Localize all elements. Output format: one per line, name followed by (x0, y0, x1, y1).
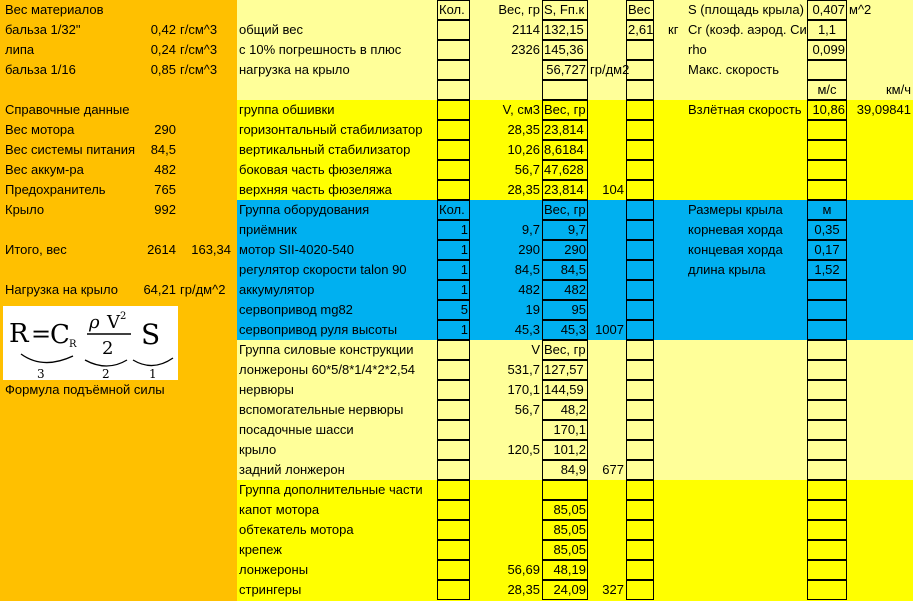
cell[interactable]: липа (5, 42, 35, 57)
cell[interactable]: 23,814 (544, 182, 584, 197)
cell[interactable]: верхняя часть фюзеляжа (239, 182, 392, 197)
cell-border[interactable] (626, 520, 654, 540)
cell[interactable]: бальза 1/32" (5, 22, 81, 37)
cell[interactable]: 9,7 (521, 222, 540, 237)
brace-label-3: 3 (37, 367, 45, 380)
cell[interactable]: концевая хорда (688, 242, 783, 257)
cell[interactable]: горизонтальный стабилизатор (239, 122, 423, 137)
cell[interactable]: Формула подъёмной силы (5, 382, 165, 397)
formula-s: S (141, 318, 161, 351)
cell[interactable]: 23,814 (544, 122, 584, 137)
cell-border[interactable] (437, 480, 470, 500)
cell[interactable]: Кол. (439, 2, 465, 17)
cell-border[interactable] (626, 380, 654, 400)
cell-border[interactable] (807, 280, 847, 300)
cell[interactable]: 2614 (147, 242, 176, 257)
cell-border[interactable] (626, 160, 654, 180)
cell[interactable]: боковая часть фюзеляжа (239, 162, 392, 177)
cell-border[interactable] (626, 260, 654, 280)
cell[interactable]: 145,36 (544, 42, 584, 57)
cell[interactable]: гр/дм^2 (180, 282, 226, 297)
cell-border[interactable] (437, 360, 470, 380)
cell-border[interactable] (626, 320, 654, 340)
cell[interactable]: 47,628 (544, 162, 584, 177)
cell-border[interactable] (626, 480, 654, 500)
cell[interactable]: 290 (518, 242, 540, 257)
cell-border[interactable] (807, 320, 847, 340)
cell-border[interactable] (807, 400, 847, 420)
lift-formula-image (3, 306, 178, 380)
cell[interactable]: 0,17 (814, 242, 840, 257)
cell[interactable]: V, см3 (502, 102, 540, 117)
cell-border[interactable] (437, 340, 470, 360)
cell[interactable]: 45,3 (514, 322, 540, 337)
cell-border[interactable] (542, 80, 588, 100)
cell[interactable]: 10,86 (812, 102, 845, 117)
cell[interactable]: Нагрузка на крыло (5, 282, 118, 297)
orange-column-background (0, 0, 237, 601)
cell[interactable]: S, Fп.к (544, 2, 585, 17)
cell-border[interactable] (626, 180, 654, 200)
cell[interactable]: 85,05 (553, 522, 586, 537)
cell[interactable]: Вес системы питания (5, 142, 136, 157)
cell-border[interactable] (437, 40, 470, 60)
cell-border[interactable] (626, 120, 654, 140)
cell[interactable]: 2326 (511, 42, 540, 57)
cell-border[interactable] (626, 140, 654, 160)
cell[interactable]: 84,5 (150, 142, 176, 157)
cell-border[interactable] (626, 400, 654, 420)
formula-c-subscript: R (69, 339, 77, 350)
cell[interactable]: вспомогательные нервюры (239, 402, 404, 417)
cell[interactable]: 45,3 (560, 322, 586, 337)
cell-border[interactable] (626, 220, 654, 240)
cell[interactable]: Вес материалов (5, 2, 104, 17)
cell[interactable]: 1 (460, 242, 468, 257)
cell[interactable]: Вес, гр (498, 2, 540, 17)
cell-border[interactable] (437, 380, 470, 400)
cell[interactable]: гр/дм2 (590, 62, 630, 77)
cell[interactable]: Группа силовые конструкции (239, 342, 414, 357)
cell[interactable]: группа обшивки (239, 102, 335, 117)
cell[interactable]: Макс. скорость (688, 62, 780, 77)
cell-border[interactable] (437, 540, 470, 560)
cell[interactable]: 1 (460, 262, 468, 277)
cell[interactable]: сервопривод руля высоты (239, 322, 398, 337)
cell[interactable]: 28,35 (507, 582, 540, 597)
cell-border[interactable] (437, 140, 470, 160)
cell[interactable]: 120,5 (507, 442, 540, 457)
cell-border[interactable] (807, 500, 847, 520)
brace-label-1: 1 (149, 367, 157, 380)
formula-r: R (9, 319, 29, 349)
cell[interactable]: 132,15 (544, 22, 584, 37)
brace-1 (21, 354, 73, 363)
cell[interactable]: кг (668, 22, 679, 37)
cell[interactable]: мотор SII-4020-540 (239, 242, 354, 257)
cell[interactable]: 56,727 (546, 62, 586, 77)
cell[interactable]: 170,1 (553, 422, 586, 437)
cell[interactable]: крыло (239, 442, 277, 457)
cell[interactable]: Вес (628, 2, 651, 17)
cell[interactable]: посадочные шасси (239, 422, 354, 437)
cell[interactable]: г/см^3 (180, 62, 218, 77)
cell-border[interactable] (626, 500, 654, 520)
formula-c: C (50, 320, 70, 350)
cell[interactable]: 85,05 (553, 502, 586, 517)
brace-2 (85, 360, 127, 366)
cell[interactable]: 1 (460, 322, 468, 337)
cell[interactable]: лонжероны 60*5/8*1/4*2*2,54 (239, 362, 416, 377)
cell[interactable]: лонжероны (239, 562, 309, 577)
cell[interactable]: нервюры (239, 382, 294, 397)
cell-border[interactable] (626, 360, 654, 380)
brace-label-2: 2 (102, 367, 110, 380)
cell-border[interactable] (807, 540, 847, 560)
cell[interactable]: капот мотора (239, 502, 320, 517)
cell[interactable]: 1 (460, 282, 468, 297)
cell-border[interactable] (807, 360, 847, 380)
formula-v: V (107, 312, 120, 333)
cell[interactable]: 84,5 (560, 262, 586, 277)
cell[interactable]: крепеж (239, 542, 282, 557)
cell-border[interactable] (437, 560, 470, 580)
cell[interactable]: 1007 (595, 322, 624, 337)
cell-border[interactable] (542, 480, 588, 500)
cell-border[interactable] (626, 460, 654, 480)
cell[interactable]: 39,09841 (856, 102, 911, 117)
cell-border[interactable] (807, 60, 847, 80)
cell[interactable]: м/с (817, 82, 837, 97)
cell-border[interactable] (437, 120, 470, 140)
cell-border[interactable] (626, 440, 654, 460)
cell[interactable]: общий вес (239, 22, 303, 37)
cell-border[interactable] (807, 180, 847, 200)
cell[interactable]: 0,24 (150, 42, 176, 57)
cell[interactable]: 170,1 (507, 382, 540, 397)
cell[interactable]: 56,69 (507, 562, 540, 577)
cell[interactable]: задний лонжерон (239, 462, 345, 477)
cell[interactable]: Группа оборудования (239, 202, 370, 217)
cell[interactable]: 482 (564, 282, 586, 297)
cell[interactable]: м (822, 202, 832, 217)
cell[interactable]: 95 (571, 302, 586, 317)
cell-border[interactable] (437, 500, 470, 520)
cell[interactable]: г/см^3 (180, 42, 218, 57)
cell-border[interactable] (437, 160, 470, 180)
cell[interactable]: 127,57 (544, 362, 584, 377)
cell-border[interactable] (626, 280, 654, 300)
cell[interactable]: 1,1 (817, 22, 837, 37)
formula-rho: ρ (89, 312, 100, 333)
cell-border[interactable] (626, 340, 654, 360)
cell[interactable]: Вес, гр (544, 202, 586, 217)
cell-border[interactable] (437, 80, 470, 100)
cell-border[interactable] (626, 80, 654, 100)
cell[interactable]: 9,7 (567, 222, 586, 237)
cell-border[interactable] (807, 560, 847, 580)
cell[interactable]: 84,5 (514, 262, 540, 277)
cell[interactable]: 0,099 (812, 42, 845, 57)
cell-border[interactable] (626, 540, 654, 560)
cell[interactable]: Взлётная скорость (688, 102, 802, 117)
cell[interactable]: с 10% погрешность в плюс (239, 42, 402, 57)
cell[interactable]: 677 (602, 462, 624, 477)
cell[interactable]: 0,35 (814, 222, 840, 237)
cell[interactable]: г/см^3 (180, 22, 218, 37)
cell[interactable]: Справочные данные (5, 102, 130, 117)
cell[interactable]: 1,52 (814, 262, 840, 277)
cell[interactable]: обтекатель мотора (239, 522, 354, 537)
cell-border[interactable] (807, 520, 847, 540)
cell[interactable]: 56,7 (514, 162, 540, 177)
cell[interactable]: аккумулятор (239, 282, 315, 297)
cell[interactable]: 24,09 (553, 582, 586, 597)
cell[interactable]: 163,34 (191, 242, 231, 257)
cell-border[interactable] (626, 240, 654, 260)
cell[interactable]: 992 (154, 202, 176, 217)
cell[interactable]: 5 (460, 302, 468, 317)
cell-border[interactable] (437, 580, 470, 600)
cell[interactable]: 290 (154, 122, 176, 137)
cell-border[interactable] (626, 200, 654, 220)
cell[interactable]: S (площадь крыла) (688, 2, 804, 17)
cell[interactable]: Размеры крыла (688, 202, 783, 217)
cell[interactable]: Вес аккум-ра (5, 162, 84, 177)
formula-equals: = (31, 320, 52, 348)
cell-border[interactable] (807, 380, 847, 400)
cell[interactable]: 8,6184 (544, 142, 584, 157)
formula-denominator: 2 (102, 338, 114, 359)
cell-border[interactable] (437, 100, 470, 120)
cell-border[interactable] (807, 140, 847, 160)
cell[interactable]: Крыло (5, 202, 45, 217)
cell[interactable]: 290 (564, 242, 586, 257)
cell-border[interactable] (437, 420, 470, 440)
cell-border[interactable] (807, 300, 847, 320)
cell[interactable]: 482 (518, 282, 540, 297)
cell[interactable]: Предохранитель (5, 182, 106, 197)
cell[interactable]: 1 (460, 222, 468, 237)
cell[interactable]: 327 (602, 582, 624, 597)
cell[interactable]: бальза 1/16 (5, 62, 76, 77)
cell-border[interactable] (626, 300, 654, 320)
cell-border[interactable] (437, 400, 470, 420)
cell-border[interactable] (807, 580, 847, 600)
cell[interactable]: Вес, гр (544, 102, 586, 117)
cell-border[interactable] (807, 440, 847, 460)
cell[interactable]: Итого, вес (5, 242, 67, 257)
cell[interactable]: 101,2 (553, 442, 586, 457)
cell[interactable]: Cr (коэф. аэрод. Си (688, 22, 807, 37)
cell[interactable]: вертикальный стабилизатор (239, 142, 411, 157)
cell[interactable]: 10,26 (507, 142, 540, 157)
cell-border[interactable] (807, 120, 847, 140)
cell[interactable]: 0,407 (812, 2, 845, 17)
cell[interactable]: 2,61 (628, 22, 654, 37)
cell[interactable]: 28,35 (507, 182, 540, 197)
cell-border[interactable] (626, 100, 654, 120)
cell-border[interactable] (807, 480, 847, 500)
cell[interactable]: 85,05 (553, 542, 586, 557)
cell[interactable]: 48,2 (560, 402, 586, 417)
cell[interactable]: Вес мотора (5, 122, 75, 137)
cell-border[interactable] (807, 420, 847, 440)
cell[interactable]: Группа дополнительные части (239, 482, 423, 497)
cell-border[interactable] (626, 560, 654, 580)
cell[interactable]: 19 (525, 302, 540, 317)
cell[interactable]: 48,19 (553, 562, 586, 577)
cell-border[interactable] (626, 580, 654, 600)
cell[interactable]: 104 (602, 182, 624, 197)
cell[interactable]: м^2 (849, 2, 872, 17)
cell[interactable]: Кол. (439, 202, 465, 217)
cell[interactable]: 765 (154, 182, 176, 197)
cell[interactable]: Вес, гр (544, 342, 586, 357)
brace-3 (133, 358, 173, 366)
cell-border[interactable] (626, 40, 654, 60)
cell-border[interactable] (437, 520, 470, 540)
cell-border[interactable] (437, 180, 470, 200)
cell[interactable]: км/ч (885, 82, 911, 97)
cell[interactable]: 144,59 (544, 382, 584, 397)
cell[interactable]: приёмник (239, 222, 297, 237)
cell[interactable]: 482 (154, 162, 176, 177)
formula-v-square: 2 (120, 311, 127, 322)
cell[interactable]: стрингеры (239, 582, 302, 597)
cell-border[interactable] (437, 60, 470, 80)
cell[interactable]: 84,9 (560, 462, 586, 477)
cell-border[interactable] (807, 160, 847, 180)
cell[interactable]: 28,35 (507, 122, 540, 137)
cell[interactable]: 64,21 (143, 282, 176, 297)
cell-border[interactable] (437, 20, 470, 40)
cell[interactable]: корневая хорда (688, 222, 783, 237)
cell-border[interactable] (437, 440, 470, 460)
cell-border[interactable] (807, 340, 847, 360)
cell[interactable]: 0,42 (150, 22, 176, 37)
cell[interactable]: регулятор скорости talon 90 (239, 262, 407, 277)
cell[interactable]: 2114 (512, 22, 540, 37)
cell[interactable]: сервопривод mg82 (239, 302, 353, 317)
cell[interactable]: нагрузка на крыло (239, 62, 350, 77)
cell-border[interactable] (437, 460, 470, 480)
cell-border[interactable] (807, 460, 847, 480)
cell[interactable]: 531,7 (507, 362, 540, 377)
cell[interactable]: 56,7 (514, 402, 540, 417)
cell[interactable]: 0,85 (150, 62, 176, 77)
cell[interactable]: rho (688, 42, 707, 57)
cell[interactable]: V (531, 342, 540, 357)
cell-border[interactable] (626, 420, 654, 440)
cell[interactable]: длина крыла (688, 262, 766, 277)
